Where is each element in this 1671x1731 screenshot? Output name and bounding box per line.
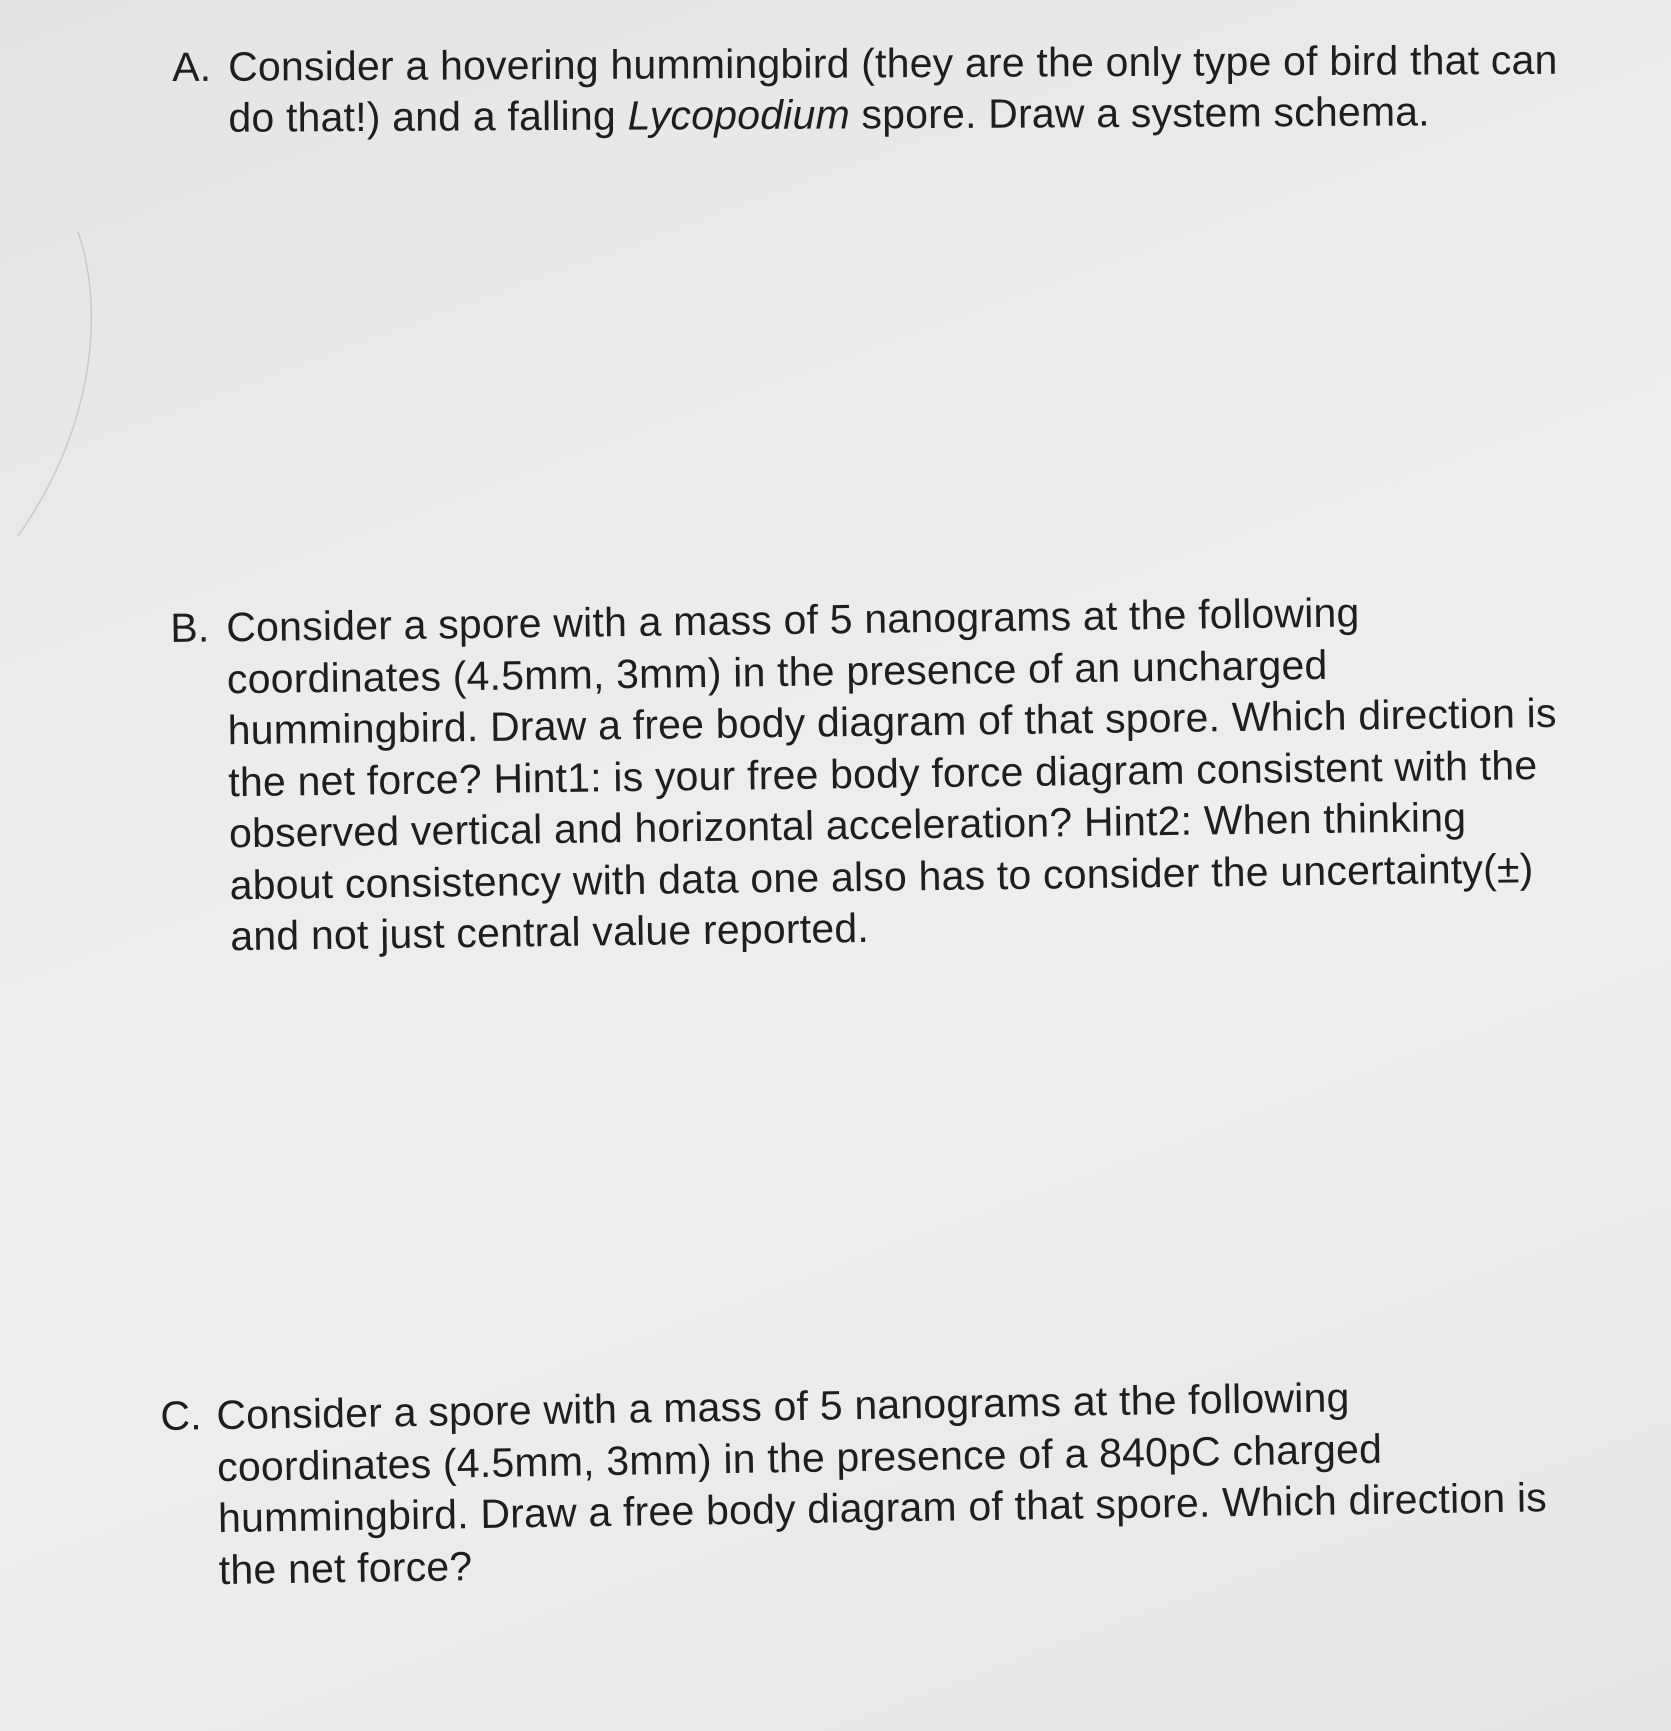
question-line: Consider a spore with a mass of 5 nanograms at the following xyxy=(226,589,1360,651)
question-line: about consistency with data one also has to consider the uncertainty(±) xyxy=(229,844,1534,908)
question-line: hummingbird. Draw a free body diagram of that spore. Which direction is xyxy=(227,689,1557,754)
question-line: hummingbird. Draw a free body diagram of that spore. Which direction is xyxy=(217,1474,1548,1542)
question-label: A. xyxy=(172,43,212,90)
question-text xyxy=(216,1369,1548,1596)
question-b xyxy=(170,585,1560,964)
question-line xyxy=(228,35,1558,93)
question-line: and not just central value reported. xyxy=(230,904,870,960)
question-line: observed vertical and horizontal acceleration? Hint2: When thinking xyxy=(228,794,1467,857)
question-label: C. xyxy=(160,1392,203,1439)
fold-curve xyxy=(18,232,91,536)
text-segment: Consider a hovering hummingbird (they are the only type of bird that can xyxy=(228,36,1558,90)
question-line: the net force? Hint1: is your free body force diagram consistent with the xyxy=(228,741,1538,805)
text-segment: spore. Draw a system schema. xyxy=(849,88,1430,138)
species-name-italic: Lycopodium xyxy=(627,91,850,139)
question-text xyxy=(228,35,1558,144)
question-line: Consider a spore with a mass of 5 nanograms at the following xyxy=(216,1374,1350,1439)
text-segment: do that!) and a falling xyxy=(228,92,628,141)
question-label: B. xyxy=(170,604,210,651)
question-c xyxy=(160,1369,1548,1597)
question-a xyxy=(172,35,1558,144)
question-line: the net force? xyxy=(218,1542,473,1593)
question-line: coordinates (4.5mm, 3mm) in the presence of an uncharged xyxy=(226,641,1328,702)
question-text xyxy=(226,585,1560,963)
question-line xyxy=(228,86,1558,144)
question-line: coordinates (4.5mm, 3mm) in the presence of a 840pC charged xyxy=(216,1425,1383,1490)
